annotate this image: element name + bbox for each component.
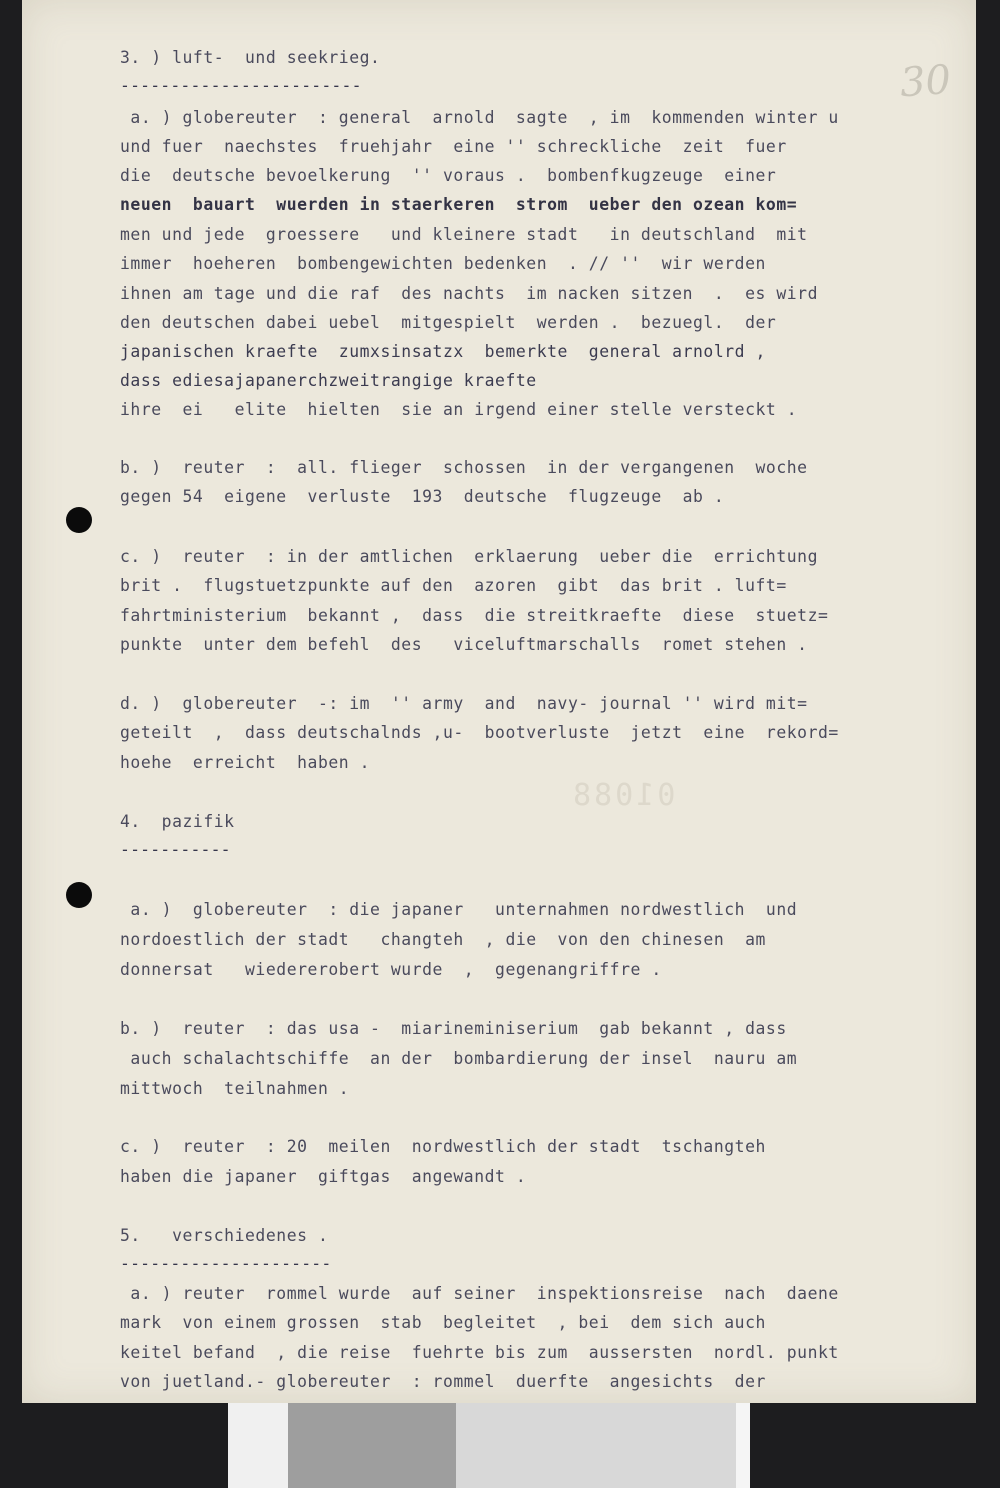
section-heading: 3. ) luft- und seekrieg. [120, 48, 381, 67]
text-line: ihnen am tage und die raf des nachts im nacken sitzen . es wird [120, 284, 819, 303]
heading-underline: ------------------------ [120, 76, 362, 95]
text-line: den deutschen dabei uebel mitgespielt werden . bezuegl. der [120, 313, 777, 332]
text-line: a. ) reuter rommel wurde auf seiner inspektionsreise nach daene [120, 1284, 839, 1303]
text-line: von juetland.- globereuter : rommel duerfte angesichts der [120, 1372, 766, 1391]
text-line: gegen 54 eigene verluste 193 deutsche flugzeuge ab . [120, 487, 725, 506]
text-line: men und jede groessere und kleinere stadt in deutschland mit [120, 225, 808, 244]
text-line: nordoestlich der stadt changteh , die von den chinesen am [120, 930, 766, 949]
heading-underline: ----------- [120, 840, 231, 859]
text-line: japanischen kraefte zumxsinsatzx bemerkte general arnolrd , [120, 342, 766, 361]
text-line: und fuer naechstes fruehjahr eine '' schreckliche zeit fuer [120, 137, 787, 156]
text-line: b. ) reuter : all. flieger schossen in der vergangenen woche [120, 458, 808, 477]
text-line: mittwoch teilnahmen . [120, 1079, 350, 1098]
calibration-strip-gray [288, 1403, 456, 1488]
text-line: mark von einem grossen stab begleitet , bei dem sich auch [120, 1313, 766, 1332]
calibration-strip-white [228, 1403, 288, 1488]
text-line: b. ) reuter : das usa - miarineminiserium gab bekannt , dass [120, 1019, 787, 1038]
text-line: punkte unter dem befehl des viceluftmarschalls romet stehen . [120, 635, 808, 654]
text-line: hoehe erreicht haben . [120, 753, 371, 772]
calibration-strip-light [456, 1403, 736, 1488]
text-line: fahrtministerium bekannt , dass die streitkraefte diese stuetz= [120, 606, 829, 625]
text-line: a. ) globereuter : general arnold sagte , im kommenden winter u [120, 108, 839, 127]
text-line: keitel befand , die reise fuehrte bis zum aussersten nordl. punkt [120, 1343, 839, 1362]
text-line: d. ) globereuter -: im '' army and navy- journal '' wird mit= [120, 694, 808, 713]
punch-hole [66, 882, 92, 908]
section-heading: 4. pazifik [120, 812, 235, 831]
text-line: donnersat wiedererobert wurde , gegenangriffre . [120, 960, 662, 979]
heading-underline: --------------------- [120, 1254, 332, 1273]
punch-hole [66, 507, 92, 533]
faint-stamp-number: 01088 [570, 778, 676, 813]
text-line: haben die japaner giftgas angewandt . [120, 1167, 527, 1186]
text-line: c. ) reuter : in der amtlichen erklaerung ueber die errichtung [120, 547, 819, 566]
text-line: ihre ei elite hielten sie an irgend einer stelle versteckt . [120, 400, 798, 419]
page-number: 30 [898, 56, 953, 107]
section-heading: 5. verschiedenes . [120, 1226, 329, 1245]
text-line: immer hoeheren bombengewichten bedenken . // '' wir werden [120, 254, 766, 273]
text-line: auch schalachtschiffe an der bombardierung der insel nauru am [120, 1049, 798, 1068]
text-line: brit . flugstuetzpunkte auf den azoren gibt das brit . luft= [120, 576, 787, 595]
text-line: neuen bauart wuerden in staerkeren strom ueber den ozean kom= [120, 195, 798, 214]
text-line: a. ) globereuter : die japaner unternahmen nordwestlich und [120, 900, 798, 919]
text-line: die deutsche bevoelkerung '' voraus . bombenfkugzeuge einer [120, 166, 777, 185]
text-line-overtyped: dass ediesajapanerchzweitrangige kraefte [120, 371, 537, 390]
text-line: c. ) reuter : 20 meilen nordwestlich der stadt tschangteh [120, 1137, 766, 1156]
calibration-strip-edge [736, 1403, 750, 1488]
text-line: geteilt , dass deutschalnds ,u- bootverluste jetzt eine rekord= [120, 723, 839, 742]
